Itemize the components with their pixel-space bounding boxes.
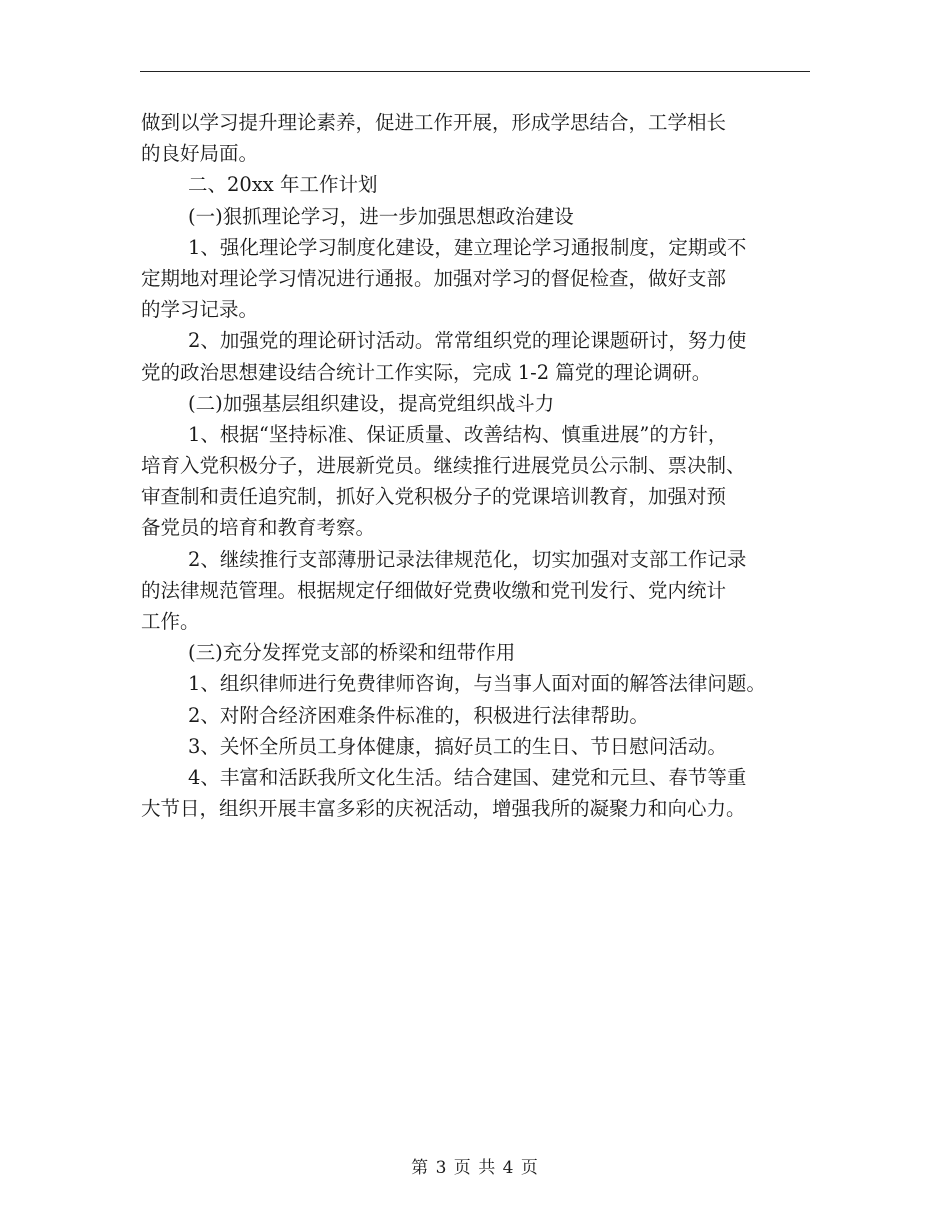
paragraph-line: 的良好局面。: [141, 142, 259, 166]
paragraph-line: 备党员的培育和教育考察。: [141, 516, 376, 540]
paragraph-line: 2、加强党的理论研讨活动。常常组织党的理论课题研讨，努力使: [188, 329, 747, 353]
paragraph-line: 的学习记录。: [141, 298, 259, 322]
paragraph-line: 1、组织律师进行免费律师咨询，与当事人面对面的解答法律问题。: [188, 672, 766, 696]
subsection-heading: (二)加强基层组织建设，提高党组织战斗力: [188, 391, 555, 415]
paragraph-line: 做到以学习提升理论素养，促进工作开展，形成学思结合，工学相长: [141, 111, 727, 134]
paragraph-line: 4、丰富和活跃我所文化生活。结合建国、建党和元旦、春节等重: [188, 765, 747, 789]
paragraph-line: 工作。: [141, 610, 200, 633]
paragraph-line: 1、根据“坚持标准、保证质量、改善结构、慎重进展”的方针，: [188, 422, 728, 446]
paragraph-line: 2、继续推行支部薄册记录法律规范化，切实加强对支部工作记录: [188, 547, 747, 571]
paragraph-line: 大节日，组织开展丰富多彩的庆祝活动，增强我所的凝聚力和向心力。: [141, 797, 746, 821]
section-heading: 二、20xx 年工作计划: [188, 173, 378, 197]
paragraph-line: 2、对附合经济困难条件标准的，积极进行法律帮助。: [188, 703, 649, 727]
paragraph-line: 党的政治思想建设结合统计工作实际，完成 1-2 篇党的理论调研。: [141, 360, 712, 384]
paragraph-line: 培育入党积极分子，进展新党员。继续推行进展党员公示制、票决制、: [141, 454, 746, 478]
subsection-heading: (三)充分发挥党支部的桥梁和纽带作用: [188, 641, 516, 665]
paragraph-line: 的法律规范管理。根据规定仔细做好党费收缴和党刊发行、党内统计: [141, 578, 727, 602]
paragraph-line: 3、关怀全所员工身体健康，搞好员工的生日、节日慰问活动。: [188, 734, 727, 758]
paragraph-line: 1、强化理论学习制度化建设，建立理论学习通报制度，定期或不: [188, 235, 747, 259]
page-number-footer: 第 3 页 共 4 页: [411, 1158, 539, 1178]
header-rule: [140, 71, 810, 72]
paragraph-line: 审查制和责任追究制，抓好入党积极分子的党课培训教育，加强对预: [141, 485, 727, 509]
subsection-heading: (一)狠抓理论学习，进一步加强思想政治建设: [188, 204, 574, 228]
paragraph-line: 定期地对理论学习情况进行通报。加强对学习的督促检查，做好支部: [141, 266, 727, 290]
document-body: [141, 107, 811, 824]
